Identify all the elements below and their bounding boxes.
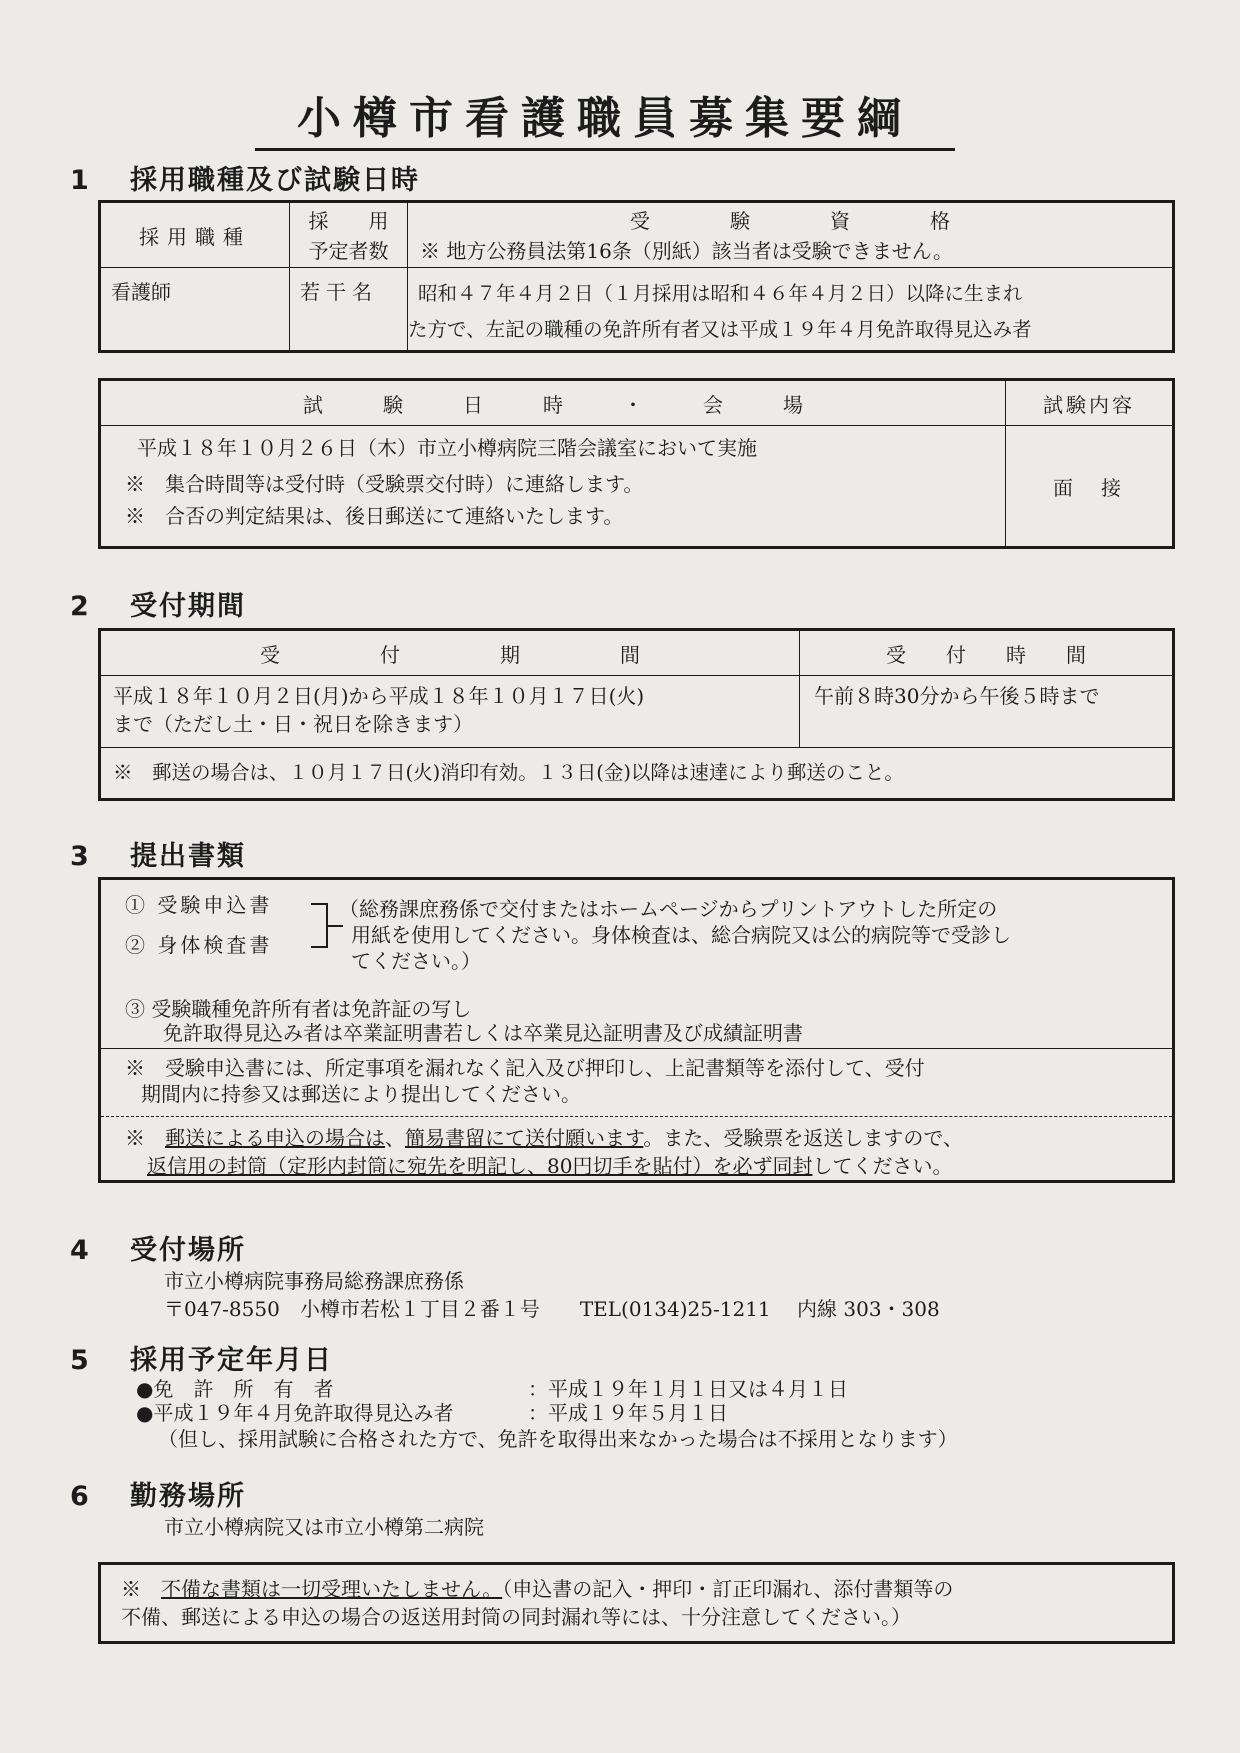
doc-note2-underline-a: 郵送による申込の場合は — [165, 1126, 385, 1150]
section2-heading — [70, 584, 246, 623]
header-qualification-note: ※ 地方公務員法第16条（別紙）該当者は受験できません。 — [420, 239, 954, 263]
qualification-table — [98, 200, 1175, 353]
section4-heading — [70, 1228, 246, 1267]
footer-notice-box — [98, 1562, 1175, 1644]
section4-title: 受付場所 — [130, 1235, 246, 1266]
period-cell — [100, 676, 800, 748]
header-content: 試験内容 — [1006, 380, 1174, 426]
section5-heading — [70, 1338, 333, 1377]
section3-heading — [70, 834, 246, 873]
header-count-line2: 予定者数 — [308, 239, 389, 263]
section3-number: 3 — [70, 841, 91, 872]
doc-bracket-line3: てください。） — [351, 949, 481, 973]
header-job: 採用職種 — [100, 202, 290, 268]
time-value: 午前８時30分から午後５時まで — [814, 684, 1100, 708]
reception-address: 〒047-8550 小樽市若松１丁目２番１号 TEL(0134)25-1211 内線 303・308 — [164, 1297, 940, 1321]
section1-heading — [70, 158, 420, 197]
doc-item-1: ① 受験申込書 — [125, 893, 273, 917]
section5-title: 採用予定年月日 — [130, 1345, 333, 1376]
exam-details — [100, 426, 1006, 548]
exam-note-1: ※ 集合時間等は受付時（受験票交付時）に連絡します。 — [125, 472, 644, 496]
doc-note2-line1 — [125, 1124, 963, 1152]
row-qualification — [408, 268, 1174, 352]
section4-number: 4 — [70, 1235, 91, 1266]
doc-note2-end: してください。 — [812, 1154, 953, 1178]
exam-table — [98, 378, 1175, 549]
doc-note2-line2 — [147, 1152, 952, 1180]
header-count-line1: 採 用 — [308, 209, 389, 233]
doc-note2-comma: 、 — [385, 1126, 405, 1150]
employment-label-2: ●平成１９年４月免許取得見込み者 — [136, 1401, 454, 1425]
doc-note2-rest: 。また、受験票を返送しますので、 — [643, 1126, 964, 1150]
footer-line2: 不備、郵送による申込の場合の返送用封筒の同封漏れ等には、十分注意してください。） — [121, 1605, 911, 1629]
doc-note2-underline-b: 簡易書留にて送付願います — [405, 1126, 644, 1150]
documents-box — [98, 877, 1175, 1183]
row-qualification-line2: た方で、左記の職種の免許所有者又は平成１９年４月免許取得見込み者 — [408, 318, 1032, 341]
row-job: 看護師 — [100, 268, 290, 352]
doc-note2-mark: ※ — [125, 1126, 165, 1150]
section6-number: 6 — [70, 1481, 91, 1512]
header-time: 受 付 時 間 — [800, 630, 1174, 676]
section6-heading — [70, 1474, 246, 1513]
footer-underlined: 不備な書類は一切受理いたしません。 — [161, 1577, 503, 1601]
section1-number: 1 — [70, 165, 91, 196]
header-qualification-title: 受 験 資 格 — [630, 209, 950, 233]
reception-office: 市立小樽病院事務局総務課庶務係 — [164, 1269, 464, 1293]
doc-bracket-line1: （総務課庶務係で交付またはホームページからプリントアウトした所定の — [339, 897, 998, 921]
doc-item-3-line2: 免許取得見込み者は卒業証明書若しくは卒業見込証明書及び成績証明書 — [163, 1021, 803, 1045]
footer-rest-1: （申込書の記入・押印・訂正印漏れ、添付書類等の — [502, 1577, 954, 1601]
header-datetime: 試 験 日 時 ・ 会 場 — [100, 380, 1006, 426]
section6-title: 勤務場所 — [130, 1481, 246, 1512]
page-title: 小樽市看護職員募集要綱 — [255, 82, 955, 151]
doc-note1-line2: 期間内に持参又は郵送により提出してください。 — [141, 1082, 581, 1106]
doc-item-2: ② 身体検査書 — [125, 933, 273, 957]
doc-bracket-line2: 用紙を使用してください。身体検査は、総合病院又は公的病院等で受診し — [351, 923, 1011, 947]
doc-note1-line1: ※ 受験申込書には、所定事項を漏れなく記入及び押印し、上記書類等を添付して、受付 — [125, 1056, 925, 1080]
employment-date-2 — [136, 1400, 728, 1426]
footer-line1 — [121, 1575, 953, 1603]
section5-number: 5 — [70, 1345, 91, 1376]
section2-title: 受付期間 — [130, 591, 246, 622]
mail-note-cell — [100, 748, 1174, 800]
work-location: 市立小樽病院又は市立小樽第二病院 — [164, 1515, 484, 1539]
header-qualification — [408, 202, 1174, 268]
period-line2: まで（ただし土・日・祝日を除きます） — [113, 712, 473, 736]
employment-value-1: ：平成１９年１月１日又は４月１日 — [528, 1377, 848, 1401]
doc-bracket-note — [339, 896, 1011, 974]
section1-title: 採用職種及び試験日時 — [130, 165, 420, 196]
exam-content: 面 接 — [1006, 426, 1174, 548]
row-count: 若干名 — [290, 268, 408, 352]
employment-date-1 — [136, 1376, 848, 1402]
employment-caveat: （但し、採用試験に合格された方で、免許を取得出来なかった場合は不採用となります） — [158, 1427, 958, 1451]
doc-divider-1 — [101, 1048, 1172, 1049]
doc-divider-2 — [101, 1116, 1172, 1117]
exam-date-line: 平成１８年１０月２６日（木）市立小樽病院三階会議室において実施 — [137, 436, 757, 460]
mail-note: ※ 郵送の場合は、１０月１７日(火)消印有効。１３日(金)以降は速達により郵送のこと。 — [113, 761, 904, 784]
employment-value-2: ：平成１９年５月１日 — [528, 1401, 728, 1425]
doc-note2-underline-c: 返信用の封筒（定形内封筒に宛先を明記し、80円切手を貼付）を必ず同封 — [147, 1154, 813, 1178]
header-count — [290, 202, 408, 268]
header-period: 受 付 期 間 — [100, 630, 800, 676]
employment-label-1: ●免 許 所 有 者 — [136, 1377, 334, 1401]
section2-number: 2 — [70, 591, 91, 622]
period-line1: 平成１８年１０月２日(月)から平成１８年１０月１７日(火) — [113, 684, 645, 708]
row-qualification-line1: 昭和４７年４月２日（１月採用は昭和４６年４月２日）以降に生まれ — [418, 282, 1023, 305]
section3-title: 提出書類 — [130, 841, 246, 872]
exam-note-2: ※ 合否の判定結果は、後日郵送にて連絡いたします。 — [125, 504, 624, 528]
time-cell — [800, 676, 1174, 748]
reception-period-table — [98, 628, 1175, 801]
footer-mark: ※ — [121, 1577, 161, 1601]
doc-item-3-line1: ③ 受験職種免許所有者は免許証の写し — [125, 997, 472, 1021]
